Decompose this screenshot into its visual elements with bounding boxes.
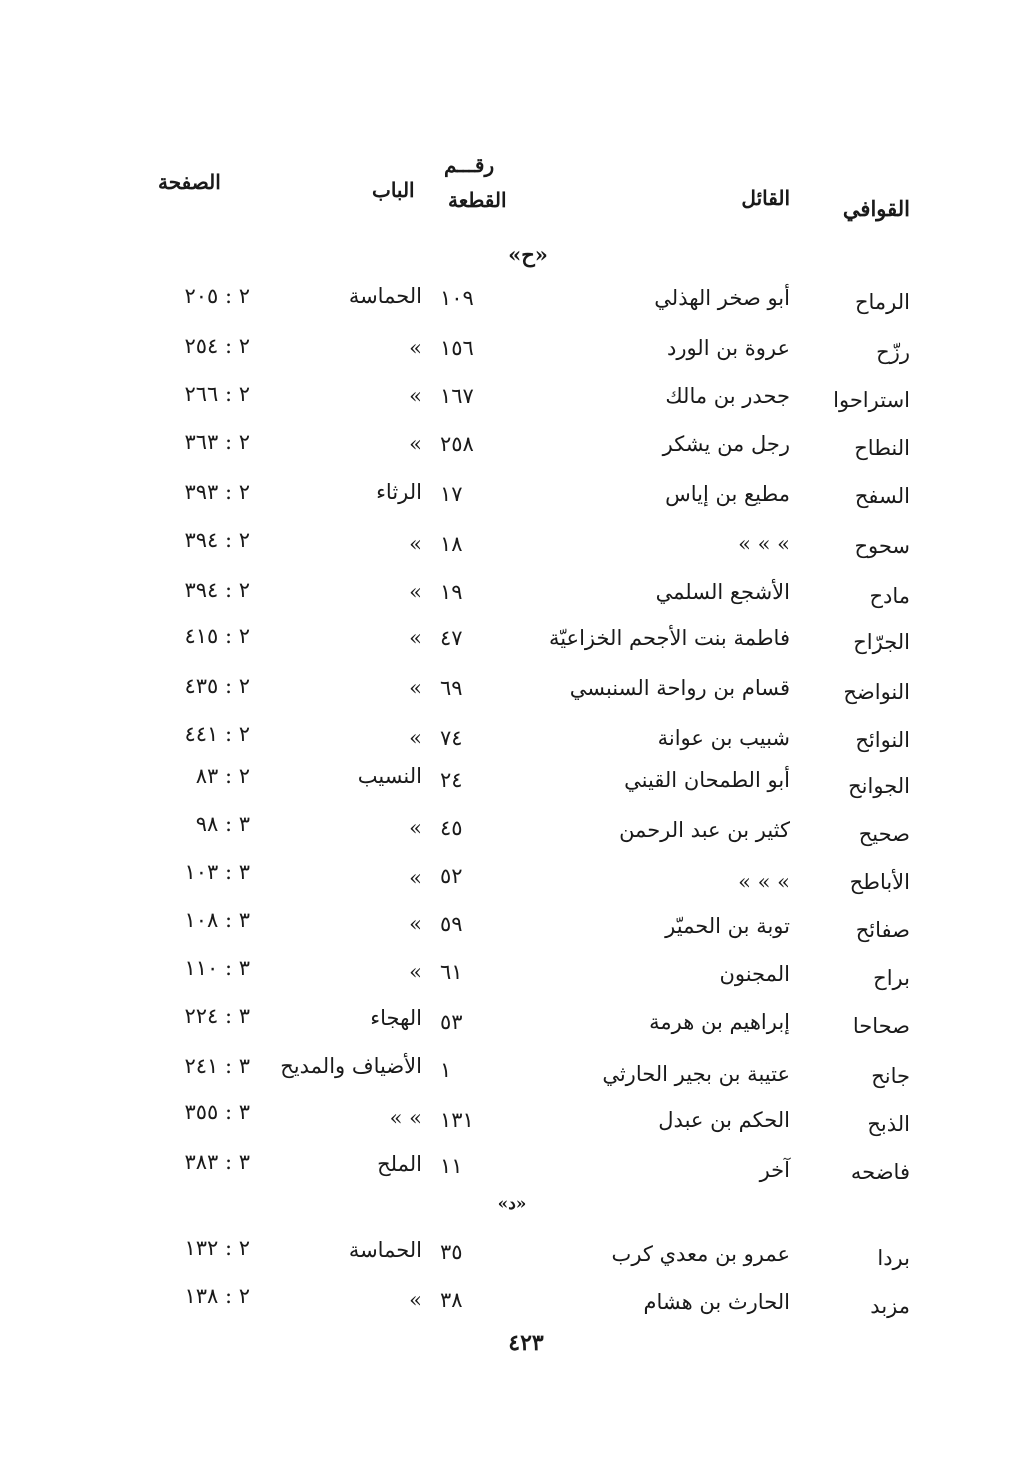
qawafi-cell: الجوانح	[848, 774, 910, 798]
qawafi-cell: صحيح	[858, 822, 910, 846]
qail-cell: جحدر بن مالك	[665, 384, 790, 408]
qail-cell: عتيبة بن بجير الحارثي	[602, 1062, 790, 1086]
safha-cell: ٣ : ١٠٣	[184, 860, 250, 884]
bab-cell: »	[409, 580, 422, 604]
raqm-cell: ٢٤	[440, 768, 463, 792]
qail-cell: المجنون	[719, 962, 790, 986]
safha-cell: ٢ : ٨٣	[195, 764, 250, 788]
safha-cell: ٢ : ٣٩٤	[184, 578, 250, 602]
raqm-cell: ٢٥٨	[440, 432, 474, 456]
header-raqm-bottom: القطعة	[448, 188, 507, 212]
qail-cell: الحارث بن هشام	[643, 1290, 790, 1314]
bab-cell: النسيب	[357, 764, 422, 788]
raqm-cell: ١	[440, 1058, 452, 1082]
raqm-cell: ١٧	[440, 482, 463, 506]
header-safha: الصفحة	[158, 170, 221, 194]
raqm-cell: ١٩	[440, 580, 463, 604]
safha-cell: ٣ : ٣٨٣	[184, 1150, 250, 1174]
qawafi-cell: مزبد	[870, 1294, 910, 1318]
raqm-cell: ٣٥	[440, 1240, 463, 1264]
qawafi-cell: صفائح	[855, 918, 910, 942]
qail-cell: إبراهيم بن هرمة	[649, 1010, 790, 1034]
bab-cell: »	[409, 432, 422, 456]
safha-cell: ٢ : ٢٠٥	[184, 284, 250, 308]
header-bab: الباب	[372, 178, 415, 202]
safha-cell: ٣ : ٢٤١	[184, 1054, 250, 1078]
bab-cell: »	[409, 866, 422, 890]
safha-cell: ٢ : ٢٥٤	[184, 334, 250, 358]
bab-cell: »	[409, 1288, 422, 1312]
safha-cell: ٢ : ٤١٥	[184, 624, 250, 648]
qawafi-cell: السفح	[854, 484, 910, 508]
qawafi-cell: رزّح	[876, 340, 910, 364]
qail-cell: الأشجع السلمي	[655, 580, 790, 604]
safha-cell: ٣ : ٣٥٥	[184, 1100, 250, 1124]
raqm-cell: ٤٧	[440, 626, 463, 650]
bab-cell: »	[409, 532, 422, 556]
qail-cell: أبو صخر الهذلي	[654, 286, 790, 310]
bab-cell: الهجاء	[370, 1006, 422, 1030]
qawafi-cell: مادح	[869, 584, 910, 608]
raqm-cell: ١٣١	[440, 1108, 474, 1132]
safha-cell: ٢ : ٤٤١	[184, 722, 250, 746]
raqm-cell: ٦١	[440, 960, 463, 984]
bab-cell: »	[409, 912, 422, 936]
section-letter: «ح»	[508, 242, 548, 267]
qail-cell: الحكم بن عبدل	[658, 1108, 790, 1132]
raqm-cell: ١٨	[440, 532, 463, 556]
safha-cell: ٣ : ٩٨	[195, 812, 250, 836]
raqm-cell: ١١	[440, 1154, 463, 1178]
bab-cell: » »	[389, 1106, 422, 1130]
qawafi-cell: الذبح	[867, 1112, 910, 1136]
safha-cell: ٣ : ٢٢٤	[184, 1004, 250, 1028]
bab-cell: »	[409, 336, 422, 360]
qawafi-cell: سحوح	[854, 534, 910, 558]
bab-cell: الملح	[377, 1152, 422, 1176]
qawafi-cell: بردا	[877, 1246, 910, 1270]
qail-cell: عمرو بن معدي كرب	[611, 1242, 790, 1266]
bab-cell: »	[409, 676, 422, 700]
bab-cell: »	[409, 960, 422, 984]
qawafi-cell: براح	[873, 966, 910, 990]
qail-cell: رجل من يشكر	[662, 432, 790, 456]
safha-cell: ٣ : ١٠٨	[184, 908, 250, 932]
qawafi-cell: فاضحه	[850, 1160, 910, 1184]
qawafi-cell: الجرّاح	[853, 630, 910, 654]
qail-cell: شبيب بن عوانة	[657, 726, 790, 750]
safha-cell: ٢ : ٢٦٦	[184, 382, 250, 406]
qail-cell: مطيع بن إياس	[665, 482, 790, 506]
section-letter: «د»	[497, 1194, 527, 1214]
header-qawafi: القوافي	[842, 196, 910, 221]
safha-cell: ٢ : ٣٩٣	[184, 480, 250, 504]
qawafi-cell: الرماح	[854, 290, 910, 314]
qail-cell: فاطمة بنت الأجحم الخزاعيّة	[548, 626, 790, 650]
safha-cell: ٣ : ١١٠	[184, 956, 250, 980]
qawafi-cell: النطاح	[854, 436, 910, 460]
bab-cell: »	[409, 726, 422, 750]
qail-cell: عروة بن الورد	[666, 336, 790, 360]
bab-cell: الرثاء	[376, 480, 422, 504]
qail-cell: أبو الطمحان القيني	[624, 768, 790, 792]
raqm-cell: ٥٩	[440, 912, 463, 936]
bab-cell: »	[409, 626, 422, 650]
raqm-cell: ٤٥	[440, 816, 463, 840]
safha-cell: ٢ : ٤٣٥	[184, 674, 250, 698]
raqm-cell: ٥٢	[440, 864, 463, 888]
raqm-cell: ٧٤	[440, 726, 463, 750]
raqm-cell: ١٠٩	[440, 286, 474, 310]
raqm-cell: ١٦٧	[440, 384, 474, 408]
bab-cell: »	[409, 816, 422, 840]
raqm-cell: ٦٩	[440, 676, 463, 700]
qail-cell: آخر	[759, 1158, 790, 1182]
raqm-cell: ١٥٦	[440, 336, 474, 360]
qawafi-cell: النوائح	[855, 728, 910, 752]
qail-cell: كثير بن عبد الرحمن	[619, 818, 790, 842]
qawafi-cell: استراحوا	[833, 388, 910, 412]
safha-cell: ٢ : ٣٦٣	[184, 430, 250, 454]
bab-cell: الحماسة	[348, 1238, 422, 1262]
safha-cell: ٢ : ١٣٢	[184, 1236, 250, 1260]
safha-cell: ٢ : ١٣٨	[184, 1284, 250, 1308]
header-qail: القائل	[741, 186, 790, 210]
header-raqm-top: رقـــم	[444, 153, 495, 177]
qawafi-cell: الأباطح	[849, 870, 910, 894]
page-number: ٤٢٣	[508, 1330, 544, 1356]
qawafi-cell: النواضح	[843, 680, 910, 704]
qail-cell: قسام بن رواحة السنبسي	[569, 676, 790, 700]
raqm-cell: ٣٨	[440, 1288, 463, 1312]
qail-cell: » » »	[738, 870, 790, 894]
qawafi-cell: جانح	[871, 1064, 910, 1088]
safha-cell: ٢ : ٣٩٤	[184, 528, 250, 552]
bab-cell: الحماسة	[348, 284, 422, 308]
qail-cell: توبة بن الحميّر	[665, 914, 790, 938]
qawafi-cell: صحاحا	[852, 1014, 910, 1038]
bab-cell: الأضياف والمديح	[280, 1054, 422, 1078]
bab-cell: »	[409, 384, 422, 408]
raqm-cell: ٥٣	[440, 1010, 463, 1034]
qail-cell: » » »	[738, 532, 790, 556]
